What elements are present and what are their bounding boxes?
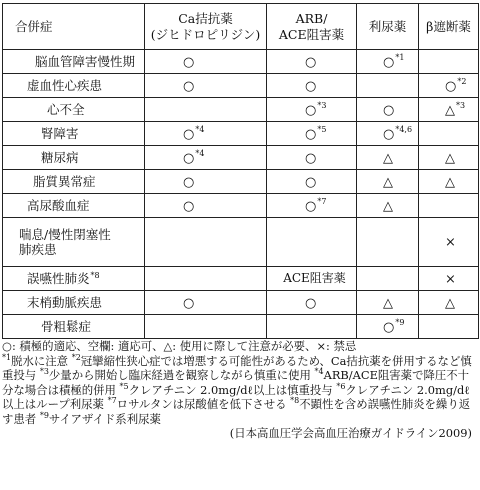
row-condition [3, 98, 145, 122]
cell-diuretic [357, 267, 419, 291]
cell-arb [267, 170, 357, 194]
cell-ca [145, 315, 267, 339]
footnotes [2, 354, 478, 427]
condition-label: 誤嚥性肺炎 [27, 271, 90, 286]
mark: ○ [183, 54, 195, 70]
cell-diuretic [357, 291, 419, 315]
mark: ○ [383, 102, 395, 118]
cell-ca [145, 122, 267, 146]
condition-label: 骨粗鬆症 [41, 319, 92, 334]
mark: ○ [183, 295, 195, 311]
footnote-ref: *1 [395, 53, 405, 63]
mark: △ [383, 198, 393, 214]
footnote-ref: *5 [317, 125, 327, 135]
cell-beta [419, 194, 479, 218]
table-row [3, 50, 479, 74]
footnote-mark: *7 [107, 396, 117, 406]
row-condition [3, 218, 145, 267]
mark: × [445, 235, 456, 250]
header-beta-label: β遮断薬 [426, 18, 471, 34]
mark: ○ [183, 126, 195, 142]
condition-label: 末梢動脈疾患 [27, 295, 103, 310]
mark: ○ [305, 126, 317, 142]
row-condition [3, 291, 145, 315]
mark: △ [383, 150, 393, 166]
table-row [3, 218, 479, 267]
mark: ○ [305, 102, 317, 118]
footnote-mark: *2 [71, 352, 81, 362]
header-diuretic-label: 利尿薬 [368, 18, 407, 34]
cell-beta [419, 50, 479, 74]
mark: ○ [383, 319, 395, 335]
cell-diuretic [357, 146, 419, 170]
mark: △ [445, 295, 455, 311]
cell-arb [267, 267, 357, 291]
cell-ca [145, 74, 267, 98]
condition-label: 糖尿病 [41, 150, 79, 165]
mark: ○ [445, 78, 457, 94]
mark: △ [445, 174, 455, 190]
cell-arb [267, 194, 357, 218]
mark: ○ [183, 198, 195, 214]
table-row [3, 291, 479, 315]
footnote-mark: *8 [290, 396, 300, 406]
footnote-text: ロサルタンは尿酸値を低下させる [116, 397, 287, 411]
table-row [3, 122, 479, 146]
cell-ca [145, 267, 267, 291]
mark: ○ [383, 126, 395, 142]
cell-ca [145, 291, 267, 315]
cell-beta [419, 315, 479, 339]
mark: ○ [183, 174, 195, 190]
cell-diuretic [357, 194, 419, 218]
cell-arb [267, 74, 357, 98]
cell-beta [419, 122, 479, 146]
header-ca-sub-label: (ジヒドロピリジン) [150, 26, 261, 42]
cell-ca [145, 194, 267, 218]
footnote-text: 脱水に注意 [11, 353, 69, 368]
cell-diuretic [357, 315, 419, 339]
row-condition [3, 194, 145, 218]
footnote-ref: *4,6 [395, 125, 413, 135]
footnote-mark: *5 [119, 381, 129, 391]
footnote-text: クレアチニン 2.0mg/dℓ以上はループ利尿薬 [2, 382, 470, 411]
table-row [3, 315, 479, 339]
footnote-mark: *1 [2, 352, 12, 362]
mark: △ [445, 102, 455, 118]
footnote-ref: *4 [195, 149, 205, 159]
cell-diuretic [357, 98, 419, 122]
footnote-mark: *6 [336, 381, 346, 391]
condition-label: 高尿酸血症 [27, 198, 90, 213]
cell-beta [419, 291, 479, 315]
header-condition-label: 合併症 [15, 18, 53, 34]
mark: ○ [183, 150, 195, 166]
footnote-text: ARB/ACE阻害薬で降圧不十分な場合は積極的併用 [2, 368, 470, 397]
cell-beta [419, 170, 479, 194]
footnote-mark: *4 [314, 367, 324, 377]
cell-beta [419, 267, 479, 291]
footnote-ref: *9 [395, 318, 405, 328]
footnote-text: 不顕性を含め誤嚥性肺炎を繰り返す患者 [2, 397, 471, 426]
cell-diuretic [357, 74, 419, 98]
mark: △ [383, 174, 393, 190]
table-header-row [3, 4, 479, 50]
mark: △ [445, 150, 455, 166]
symbol-legend: ○: 積極的適応、空欄: 適応可、△: 使用に際して注意が必要、×: 禁忌 [2, 339, 357, 353]
mark: ○ [383, 54, 395, 70]
cell-arb [267, 218, 357, 267]
cell-diuretic [357, 218, 419, 267]
cell-ca [145, 146, 267, 170]
cell-arb [267, 50, 357, 74]
header-beta-blocker [419, 4, 479, 50]
condition-label-line2: 肺疾患 [19, 242, 57, 257]
footnote-ref: *7 [317, 197, 327, 207]
cell-arb [267, 98, 357, 122]
mark: ○ [305, 174, 317, 190]
mark: △ [383, 295, 393, 311]
table-legend [2, 339, 478, 441]
cell-ca [145, 50, 267, 74]
table-row [3, 194, 479, 218]
mark: ○ [305, 78, 317, 94]
footnote-ref: *3 [456, 101, 466, 111]
header-diuretic [357, 4, 419, 50]
footnote-text: サイアザイド系利尿薬 [48, 411, 161, 426]
row-condition [3, 50, 145, 74]
footnote-text: 冠攣縮性狭心症では増悪する可能性があるため、Ca拮抗薬を併用するなど慎重投与 [2, 353, 472, 382]
table-row [3, 170, 479, 194]
condition-label-line1: 喘息/慢性閉塞性 [19, 227, 111, 242]
cell-arb [267, 291, 357, 315]
condition-label: 虚血性心疾患 [27, 78, 103, 93]
mark: ○ [305, 295, 317, 311]
condition-label: 脳血管障害慢性期 [35, 54, 136, 69]
mark: × [445, 271, 456, 287]
row-condition [3, 74, 145, 98]
table-row [3, 146, 479, 170]
condition-label: 心不全 [47, 102, 85, 117]
ace-inhibitor-label: ACE阻害薬 [283, 271, 346, 285]
cell-diuretic [357, 170, 419, 194]
header-ca-label: Ca拮抗薬 [178, 10, 233, 26]
footnote-text: クレアチニン 2.0mg/dℓ以上は慎重投与 [128, 382, 333, 397]
row-condition [3, 122, 145, 146]
cell-ca [145, 218, 267, 267]
header-arb-label: ARB/ [295, 10, 328, 26]
mark: ○ [183, 78, 195, 94]
cell-beta [419, 74, 479, 98]
complication-drug-table [2, 3, 479, 339]
cell-diuretic [357, 122, 419, 146]
cell-beta [419, 218, 479, 267]
cell-ca [145, 98, 267, 122]
row-condition [3, 315, 145, 339]
header-condition [3, 4, 145, 50]
footnote-mark: *9 [39, 410, 49, 420]
condition-label: 脂質異常症 [33, 174, 96, 189]
cell-ca [145, 170, 267, 194]
condition-label: 腎障害 [41, 126, 79, 141]
mark: ○ [305, 198, 317, 214]
header-arb-ace [267, 4, 357, 50]
cell-arb [267, 122, 357, 146]
cell-arb [267, 315, 357, 339]
table-row [3, 98, 479, 122]
row-condition [3, 267, 145, 291]
source-citation: (日本高血圧学会高血圧治療ガイドライン2009) [229, 426, 472, 440]
footnote-mark: *3 [39, 367, 49, 377]
footnote-ref: *2 [457, 77, 467, 87]
cell-beta [419, 98, 479, 122]
table-row [3, 267, 479, 291]
table-row [3, 74, 479, 98]
footnote-ref: *8 [90, 270, 100, 280]
cell-arb [267, 146, 357, 170]
footnote-ref: *4 [195, 125, 205, 135]
mark: ○ [305, 150, 317, 166]
row-condition [3, 146, 145, 170]
footnote-text: 少量から開始し臨床経過を観察しながら慎重に使用 [48, 368, 311, 382]
header-arb-sub-label: ACE阻害薬 [278, 26, 345, 42]
cell-diuretic [357, 50, 419, 74]
footnote-ref: *3 [317, 101, 327, 111]
header-ca-antagonist [145, 4, 267, 50]
mark: ○ [305, 54, 317, 70]
row-condition [3, 170, 145, 194]
cell-beta [419, 146, 479, 170]
